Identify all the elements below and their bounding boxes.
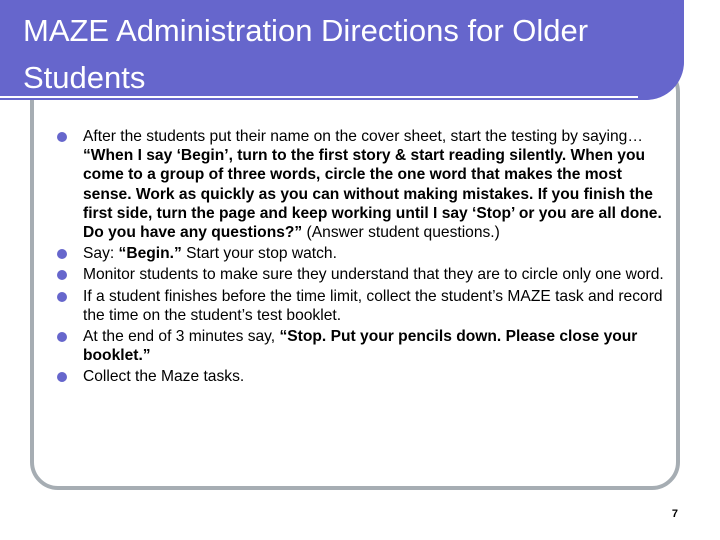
bullet-text <box>83 328 637 364</box>
bullet-item <box>57 287 667 325</box>
bullet-dot-icon <box>57 132 67 142</box>
bullet-text-part: Say: <box>83 245 119 263</box>
bullet-text: Collect the Maze tasks. <box>83 368 245 386</box>
bullet-item <box>57 244 667 263</box>
bullet-dot-icon <box>57 292 67 302</box>
bullet-item <box>57 367 667 386</box>
bullet-item <box>57 327 667 365</box>
bullet-item <box>57 265 667 284</box>
bullet-text-part-bold: “When I say ‘Begin’, turn to the first story & start reading silently. When you come to a group of three words, circle the one word that makes the most sense. Work as quickly as you can without making mistakes. If you finish the first side, turn the page and keep working until I say ‘Stop’ or you are all done. Do you have any questions?” <box>83 147 662 242</box>
bullet-text-part-bold: “Stop. Put your pencils down. Please close your booklet.” <box>83 328 638 365</box>
bullet-text-part: (Answer student questions.) <box>302 224 500 242</box>
bullet-item <box>57 127 667 242</box>
bullet-dot-icon <box>57 372 67 382</box>
bullet-text <box>83 245 337 262</box>
bullet-dot-icon <box>57 332 67 342</box>
page-number: 7 <box>671 508 678 520</box>
bullet-dot-icon <box>57 249 67 259</box>
slide-title: MAZE Administration Directions for Older Students <box>23 13 589 95</box>
bullet-text-part: After the students put their name on the cover sheet, start the testing by saying… <box>83 128 643 145</box>
bullet-list <box>57 127 667 389</box>
bullet-text-part-bold: “Begin.” <box>118 245 182 263</box>
bullet-text-part: Start your stop watch. <box>181 245 337 263</box>
bullet-text <box>83 128 662 241</box>
bullet-text: Monitor students to make sure they understand that they are to circle only one word. <box>83 266 664 284</box>
bullet-text-part: At the end of 3 minutes say, <box>83 328 280 346</box>
bullet-dot-icon <box>57 270 67 280</box>
bullet-text: If a student finishes before the time limit, collect the student’s MAZE task and record the time on the student’s test booklet. <box>83 287 663 324</box>
